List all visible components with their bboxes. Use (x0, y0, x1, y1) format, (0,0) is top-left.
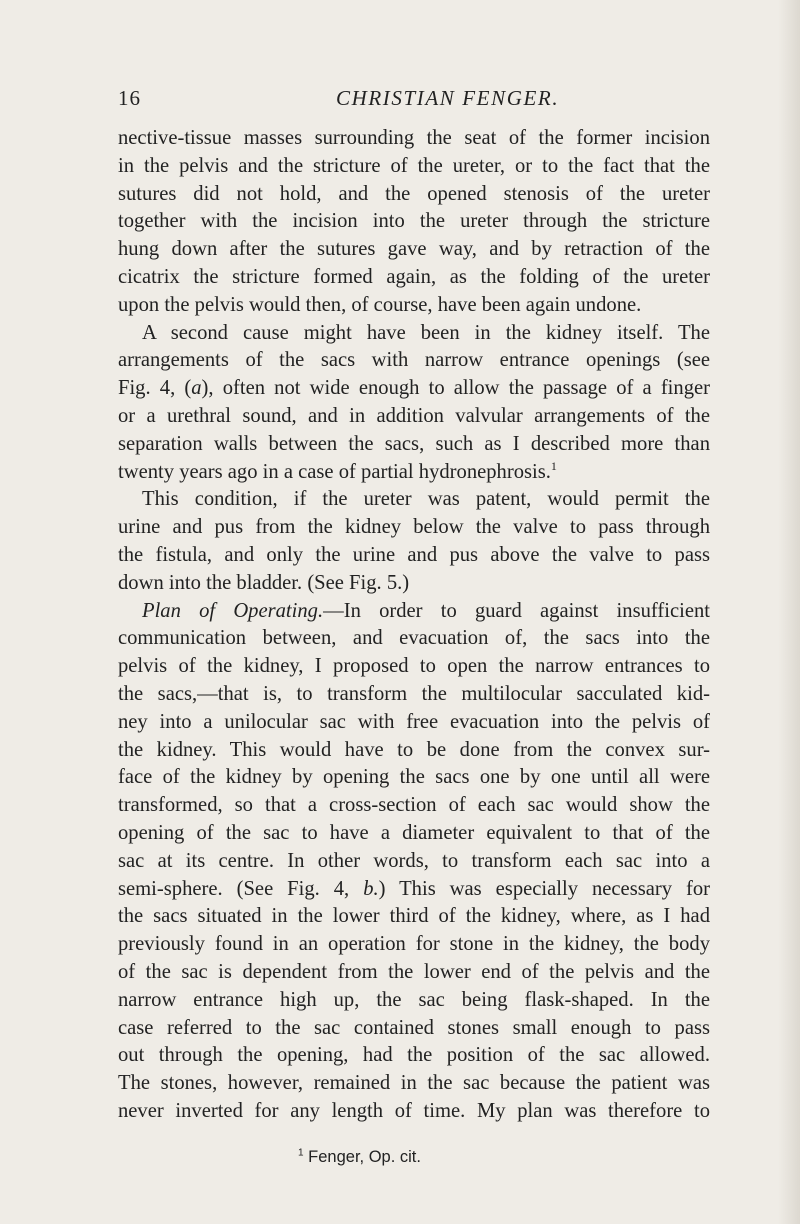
text-line: ney into a unilocular sac with free evacuation into the pelvis of (118, 710, 710, 733)
text-line: nective-tissue masses surrounding the seat of the former incision (118, 127, 710, 149)
page-edge-shadow (778, 0, 800, 1224)
footnote-marker: 1 (298, 1147, 304, 1159)
page-number: 16 (118, 86, 141, 110)
text-line-plan-heading (118, 598, 710, 626)
text-line: opening of the sac to have a diameter equivalent to that of the (118, 821, 710, 844)
fig4-ref-text: Fig. 4, (118, 377, 185, 400)
text-line-footnote-ref (118, 459, 710, 487)
footnote-reference: 1 (550, 458, 557, 473)
text-before-footnote: twenty years ago in a case of partial hydronephrosis. (118, 460, 551, 483)
text-line: arrangements of the sacs with narrow entrance openings (see (118, 349, 710, 372)
text-line: in the pelvis and the stricture of the ureter, or to the fact that the (118, 154, 710, 177)
text-line: communication between, and evacuation of, the sacs into the (118, 627, 710, 650)
text-line: never inverted for any length of time. My plan was therefore to (118, 1099, 710, 1122)
text-line: upon the pelvis would then, of course, have been again undone. (118, 293, 642, 316)
plan-dash: — (323, 599, 344, 622)
text-line: the kidney. This would have to be done from the convex sur- (118, 738, 710, 761)
plan-of-operating-heading: Plan of Operating. (142, 599, 324, 622)
text-line: hung down after the sutures gave way, and by retraction of the (118, 238, 710, 261)
text-line: out through the opening, had the position of the sac allowed. (118, 1044, 710, 1067)
text-line: the sacs situated in the lower third of the kidney, where, as I had (118, 905, 710, 928)
text-line: transformed, so that a cross-section of each sac would show the (118, 794, 710, 817)
plan-text: In order to guard against insufficient (343, 599, 710, 622)
text-line: A second cause might have been in the kidney itself. The (142, 321, 710, 344)
fig4-a-after: ), often not wide enough to allow the passage of a finger (201, 377, 710, 400)
text-line: previously found in an operation for stone in the kidney, the body (118, 933, 710, 956)
text-line: the fistula, and only the urine and pus above the valve to pass (118, 543, 710, 566)
text-line: This condition, if the ureter was patent, would permit the (142, 488, 710, 511)
running-head-title: CHRISTIAN FENGER. (336, 86, 560, 110)
text-line: The stones, however, remained in the sac because the patient was (118, 1072, 710, 1095)
text-line: separation walls between the sacs, such as I described more than (118, 432, 710, 455)
text-line: urine and pus from the kidney below the valve to pass through (118, 516, 710, 539)
fig4-b-label: b. (363, 877, 379, 900)
text-line: of the sac is dependent from the lower end of the pelvis and the (118, 960, 710, 983)
text-line: case referred to the sac contained stones small enough to pass (118, 1016, 710, 1039)
text-line: sac at its centre. In other words, to transform each sac into a (118, 849, 710, 872)
footnote-text: Fenger, Op. cit. (308, 1148, 421, 1166)
text-line: together with the incision into the ureter through the stricture (118, 210, 710, 233)
footnote (298, 1148, 421, 1167)
text-line: the sacs,—that is, to transform the multilocular sacculated kid- (118, 682, 710, 705)
text-line: down into the bladder. (See Fig. 5.) (118, 571, 410, 594)
text-line: sutures did not hold, and the opened stenosis of the ureter (118, 182, 710, 205)
fig4-b-after: ) This was especially necessary for (378, 877, 710, 900)
fig4-a-label: a (191, 377, 202, 400)
text-line: face of the kidney by opening the sacs one by one until all were (118, 766, 710, 789)
text-line-fig4b (118, 876, 710, 904)
body-text (118, 125, 710, 1126)
running-head (118, 86, 718, 116)
text-line: narrow entrance high up, the sac being flask-shaped. In the (118, 988, 710, 1011)
semi-sphere-text: semi-sphere. (See Fig. 4, (118, 877, 364, 900)
text-line: pelvis of the kidney, I proposed to open the narrow entrances to (118, 655, 710, 678)
text-line: cicatrix the stricture formed again, as the folding of the ureter (118, 265, 710, 288)
text-line-fig4a: Fig. 4, (a), often not wide enough to allow the passage of a finger (118, 377, 710, 400)
text-line: or a urethral sound, and in addition valvular arrangements of the (118, 404, 710, 427)
